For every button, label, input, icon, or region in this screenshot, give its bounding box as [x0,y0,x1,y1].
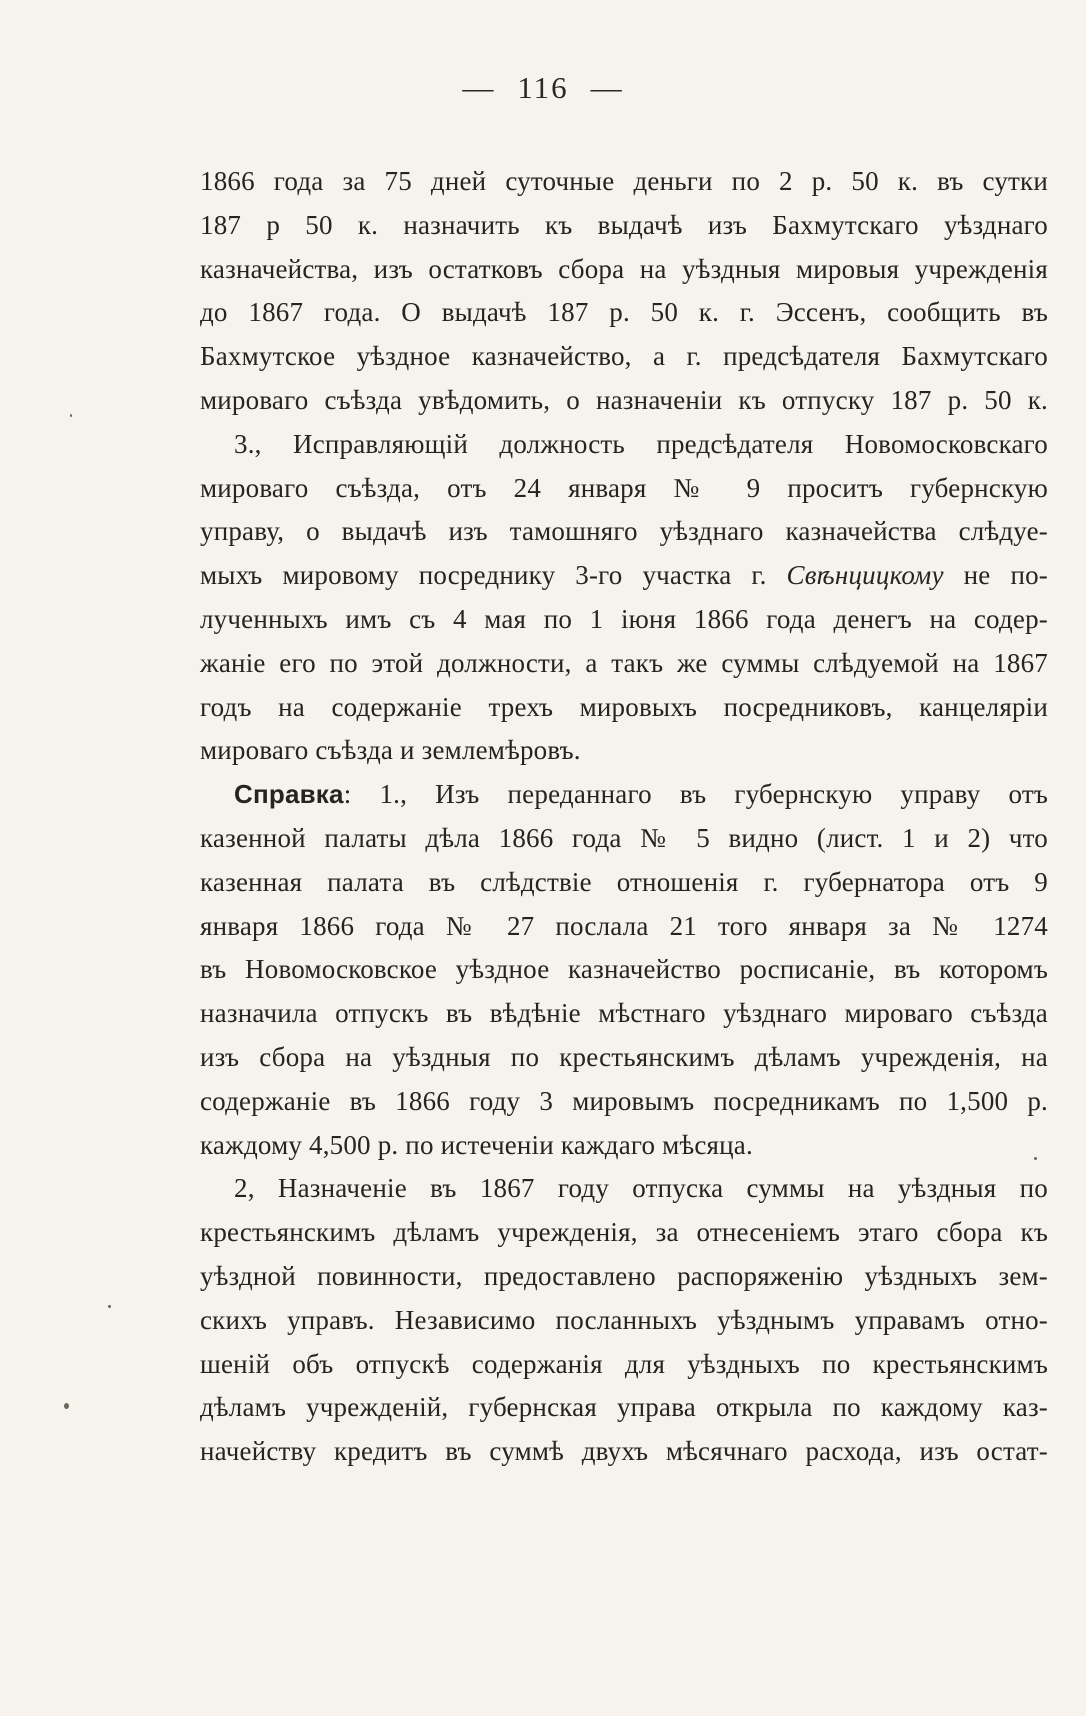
text-line: 3., Исправляющій должность предсѣдателя Новомосковскаго [234,428,1048,459]
text-line [200,554,1048,598]
text-line: крестьянскимъ дѣламъ учрежденія, за отнесеніемъ этаго сбора къ [200,1217,1048,1248]
paper-speck [64,1403,69,1409]
text-line: начейству кредитъ въ суммѣ двухъ мѣсячнаго расхода, изъ остат- [200,1436,1048,1467]
page-number-dash-left: — [462,70,496,105]
text-line: въ Новомосковское уѣздное казначейство росписаніе, въ которомъ [200,954,1048,985]
body-text [200,160,1048,1474]
text-line: лученныхъ имъ съ 4 мая по 1 іюня 1866 года денегъ на содер- [200,603,1048,634]
text-span: не по- [943,560,1048,591]
text-line [200,773,1048,817]
text-span: мыхъ мировому посреднику 3-го участка г. [200,560,787,591]
text-line: Бахмутское уѣздное казначейство, а г. предсѣдателя Бахмутскаго [200,341,1048,372]
text-line: до 1867 года. О выдачѣ 187 р. 50 к. г. Эссенъ, сообщить въ [200,297,1048,328]
page-number-value: 116 [517,70,569,105]
text-line: содержаніе въ 1866 году 3 мировымъ посредникамъ по 1,500 р. [200,1085,1048,1116]
page-number-dash-right: — [590,70,624,105]
reference-heading: Справка [234,779,344,810]
text-line: уѣздной повинности, предоставлено распоряженію уѣздныхъ зем- [200,1260,1048,1291]
paper-speck [108,1305,111,1308]
surname-italic: Свѣнцицкому [786,560,944,591]
text-line: мироваго съѣзда и землемѣровъ. [200,735,581,766]
text-line: января 1866 года № 27 послала 21 того января за № 1274 [200,910,1048,941]
text-line: казенной палаты дѣла 1866 года № 5 видно (лист. 1 и 2) что [200,822,1048,853]
text-line: дѣламъ учрежденій, губернская управа открыла по каждому каз- [200,1392,1048,1423]
page-number [0,70,1086,106]
text-line: скихъ управъ. Независимо посланныхъ уѣзднымъ управамъ отно- [200,1304,1048,1335]
text-line: 2, Назначеніе въ 1867 году отпуска суммы на уѣздныя по [234,1173,1048,1204]
text-line: изъ сбора на уѣздныя по крестьянскимъ дѣламъ учрежденія, на [200,1041,1048,1072]
text-span: : 1., Изъ переданнаго въ губернскую управу отъ [343,779,1048,810]
paper-speck [70,414,72,417]
text-line: жаніе его по этой должности, а такъ же суммы слѣдуемой на 1867 [200,647,1048,678]
text-line: шеній объ отпускѣ содержанія для уѣздныхъ по крестьянскимъ [200,1348,1048,1379]
text-line: 187 р 50 к. назначить къ выдачѣ изъ Бахмутскаго уѣзднаго [200,209,1048,240]
text-line: 1866 года за 75 дней суточные деньги по 2 р. 50 к. въ сутки [200,166,1048,196]
text-line: управу, о выдачѣ изъ тамошняго уѣзднаго казначейства слѣдуе- [200,516,1048,547]
text-line: годъ на содержаніе трехъ мировыхъ посредниковъ, канцеляріи [200,691,1048,722]
text-line: назначила отпускъ въ вѣдѣніе мѣстнаго уѣзднаго мироваго съѣзда [200,998,1048,1029]
text-line: казенная палата въ слѣдствіе отношенія г. губернатора отъ 9 [200,866,1048,897]
text-line: мироваго съѣзда увѣдомить, о назначеніи къ отпуску 187 р. 50 к. [200,384,1048,415]
paper-speck [1034,1157,1037,1160]
text-line: каждому 4,500 р. по истеченіи каждаго мѣсяца. [200,1129,753,1160]
text-line: казначейства, изъ остатковъ сбора на уѣздныя мировыя учрежденія [200,253,1048,284]
text-line: мироваго съѣзда, отъ 24 января № 9 проситъ губернскую [200,472,1048,503]
